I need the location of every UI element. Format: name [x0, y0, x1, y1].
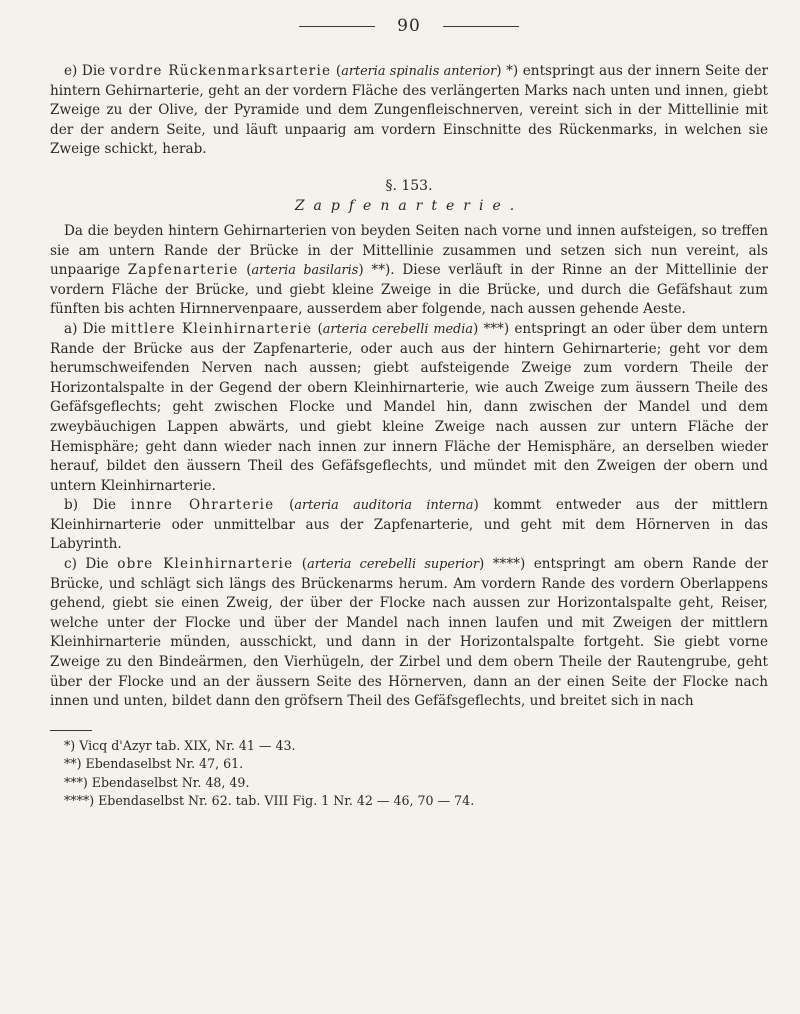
paren-close: ) *): [496, 63, 523, 79]
latin-term: arteria cerebelli superior: [307, 557, 479, 573]
para-body: Diese verläuft in der Rinne an der Mittellinie der vordern Fläche der Brücke, und giebt kleine Zweige in die Brücke, und durch die Gefäfshaut zum fünften bis achten Hirnnervenpaare, ausserdem aber folgende, nach aussen gehende Aeste.: [50, 262, 768, 318]
page-number: 90: [397, 16, 421, 36]
paragraph-mittlere-kleinhirnarterie: [50, 320, 768, 496]
footnotes: [50, 737, 768, 811]
para-lead: e) Die: [64, 63, 110, 79]
para-body: entspringt am obern Rande der Brücke, und schlägt sich längs des Brückenarms herum. Am vordern Rande des vordern Oberlappens gehend, giebt sie einen Zweig, der über der Flocke nach aussen zur Horizontalspalte geht, Reiser, welche unter der Flocke und über der Mandel nach innen laufen und mit Zweigen der mittlern Kleinhirnarterie münden, ausschickt, und dann in der Horizontalspalte fortgeht. Sie giebt vorne Zweige zu den Bindeärmen, den Vierhügeln, der Zirbel und dem obern Theile der Rautengrube, geht über der Flocke und an der äussern Seite des Hörnerven, dann an der einen Seite der Flocke nach innen und unten, bildet dann den gröfsern Theil des Gefäfsgeflechts, und breitet sich in nach: [50, 556, 768, 710]
paragraph-innre-ohrarterie: [50, 496, 768, 555]
paren-open: (: [274, 497, 295, 514]
para-lead: Da die beyden hintern Gehirnarterien von beyden Seiten nach vorne und innen aufsteigen, so treffen sie am untern Rande der Brücke in der Mittellinie zusammen und setzen sich nun vereint, als unpaarige: [50, 222, 768, 279]
artery-term: Zapfenarterie: [127, 262, 239, 279]
paren-open: (: [331, 63, 342, 79]
header-rule-right: [443, 26, 519, 27]
paren-close: ) ****): [478, 556, 534, 573]
section-title: Zapfenarterie.: [294, 197, 524, 214]
footnote-divider: [50, 730, 92, 731]
page-header: [50, 12, 768, 40]
para-lead: c) Die: [64, 556, 118, 573]
paren-open: (: [238, 262, 252, 279]
artery-term: vordre Rückenmarksarterie: [109, 63, 332, 79]
latin-term: arteria spinalis anterior: [341, 64, 497, 79]
para-body: entspringt an oder über dem untern Rande der Brücke aus der Zapfenarterie, oder auch aus der hintern Gehirnarterie; geht vor dem herumschweifenden Nerven nach aussen; giebt aufsteigende Zweige zum vordern Theile der Horizontalspalte in der Gegend der obern Kleinhirnarterie, wie auch Zweige zum äussern Theile des Gefäfsgeflechts; geht zwischen Flocke und Mandel hin, dann zwischen der Mandel und dem zweybäuchigen Lappen abwärts, und giebt kleine Zweige nach aussen zur untern Fläche der Hemisphäre; geht dann wieder nach innen zur innern Fläche der Hemisphäre, an derselben wieder herauf, bildet den äussern Theil des Gefäfsgeflechts, und mündet mit den Zweigen der obern und untern Kleinhirnarterie.: [50, 320, 769, 494]
paren-close: ) **).: [358, 262, 403, 279]
para-body: kommt entweder aus der mittlern Kleinhirnarterie oder unmittelbar aus der Zapfenarterie, und geht mit dem Hörnerven in das Labyrinth.: [50, 497, 768, 553]
paren-open: (: [293, 556, 308, 573]
paren-close: ): [473, 497, 494, 514]
paragraph-zapfenarterie-intro: [50, 222, 768, 320]
latin-term: arteria basilaris: [251, 263, 359, 279]
paragraph-vordre-rueckenmarksarterie: [50, 62, 768, 160]
paren-close: ) ***): [472, 320, 515, 337]
paragraph-obre-kleinhirnarterie: [50, 555, 768, 712]
footnote: *) Vicq d'Azyr tab. XIX, Nr. 41 — 43.: [64, 737, 296, 753]
artery-term: innre Ohrarterie: [130, 497, 275, 514]
footnote: ****) Ebendaselbst Nr. 62. tab. VIII Fig. 1 Nr. 42 — 46, 70 — 74.: [64, 793, 475, 809]
section-number: §. 153.: [385, 177, 433, 194]
footnote: ***) Ebendaselbst Nr. 48, 49.: [64, 774, 250, 790]
para-body: entspringt aus der innern Seite der hintern Gehirnarterie, geht an der vordern Fläche des verlängerten Marks nach unten und innen, giebt Zweige zu der Olive, der Pyramide und dem Zungenfleischnerven, vereint sich in der Mittellinie mit der der andern Seite, und läuft unpaarig am vordern Einschnitte des Rückenmarks, in welchen sie Zweige schickt, herab.: [50, 63, 769, 158]
latin-term: arteria auditoria interna: [294, 498, 474, 514]
header-rule-left: [299, 26, 375, 27]
para-lead: b) Die: [64, 497, 131, 514]
artery-term: mittlere Kleinhirnarterie: [111, 320, 313, 337]
latin-term: arteria cerebelli media: [322, 321, 473, 337]
paren-open: (: [312, 320, 323, 337]
para-lead: a) Die: [64, 320, 112, 337]
artery-term: obre Kleinhirnarterie: [117, 556, 294, 573]
footnote: **) Ebendaselbst Nr. 47, 61.: [64, 756, 244, 772]
document-page: [50, 12, 768, 1002]
